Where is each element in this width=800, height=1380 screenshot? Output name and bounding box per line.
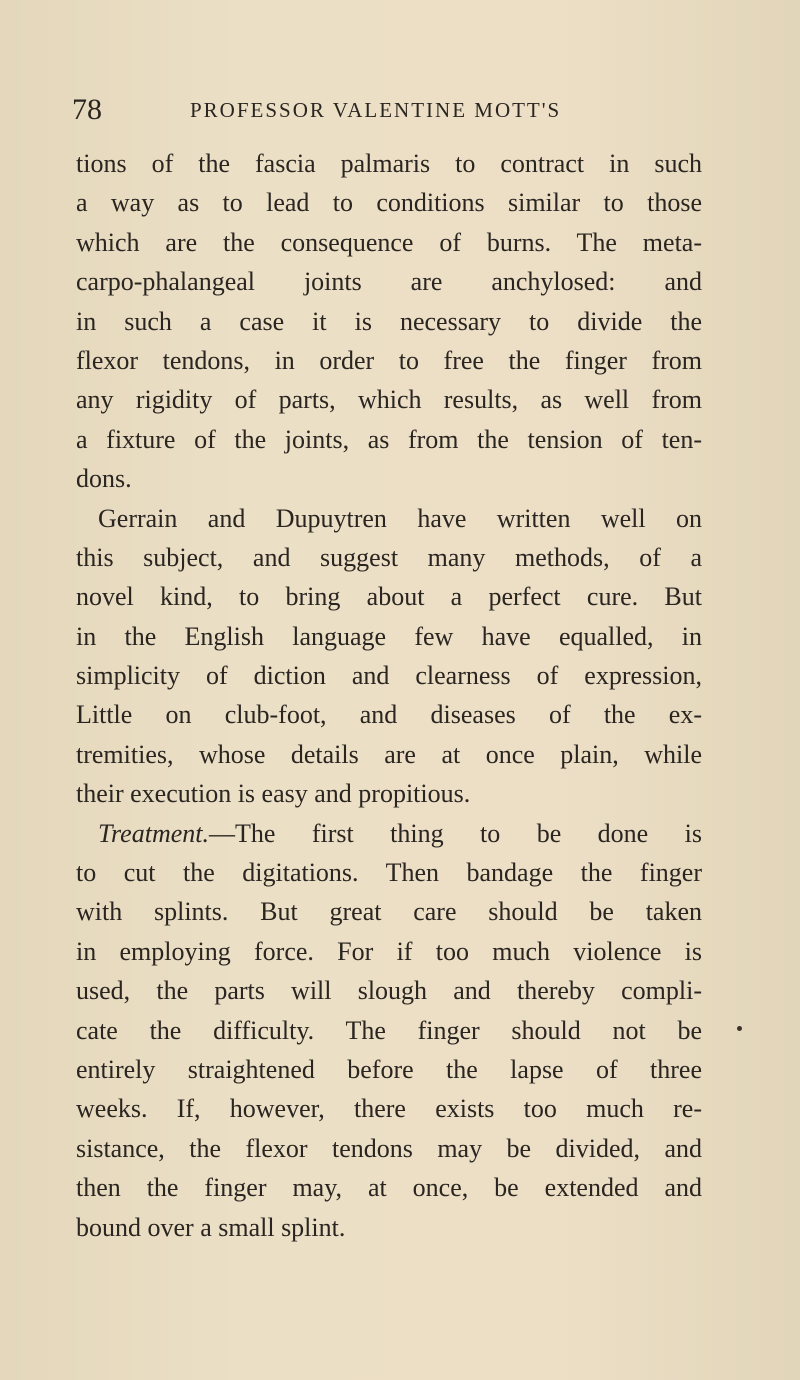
text-line: their execution is easy and propitious. xyxy=(76,779,471,809)
text-line: carpo-phalangeal joints are anchylosed: and xyxy=(76,267,702,297)
page-number: 78 xyxy=(72,93,102,126)
text-line: in such a case it is necessary to divide the xyxy=(76,306,702,336)
body-text xyxy=(76,144,702,1247)
text-line: then the finger may, at once, be extended and xyxy=(76,1173,702,1203)
text-line: tions of the fascia palmaris to contract in such xyxy=(76,149,702,178)
text-line: simplicity of diction and clearness of expression, xyxy=(76,661,702,691)
text-line: sistance, the flexor tendons may be divided, and xyxy=(76,1133,702,1163)
page-header xyxy=(72,90,732,130)
text-line: a way as to lead to conditions similar to those xyxy=(76,188,702,218)
text-line: weeks. If, however, there exists too much re- xyxy=(76,1094,702,1124)
text-line: Little on club-foot, and diseases of the ex- xyxy=(76,700,702,730)
text-line: Gerrain and Dupuytren have written well on xyxy=(98,503,702,533)
text-line: a fixture of the joints, as from the tension of ten- xyxy=(76,424,702,454)
paragraph-2 xyxy=(76,499,702,814)
text-line: bound over a small splint. xyxy=(76,1212,346,1242)
text-line: flexor tendons, in order to free the finger from xyxy=(76,345,702,375)
section-heading: Treatment. xyxy=(98,818,209,848)
text-line: novel kind, to bring about a perfect cure. But xyxy=(76,582,702,612)
text-line: this subject, and suggest many methods, of a xyxy=(76,542,702,572)
running-head: PROFESSOR VALENTINE MOTT'S xyxy=(190,98,562,122)
text-line: tremities, whose details are at once plain, while xyxy=(76,739,702,769)
text-line: entirely straightened before the lapse of three xyxy=(76,1054,702,1084)
text-line: cate the difficulty. The finger should not be xyxy=(76,1015,702,1045)
text-line: with splints. But great care should be taken xyxy=(76,897,702,927)
text-line: in employing force. For if too much violence is xyxy=(76,936,702,966)
paragraph-3 xyxy=(76,814,702,1247)
text-line: any rigidity of parts, which results, as well from xyxy=(76,385,702,415)
text-line: used, the parts will slough and thereby compli- xyxy=(76,976,702,1006)
text-run: —The first thing to be done is xyxy=(208,818,702,848)
text-line: in the English language few have equalled, in xyxy=(76,621,702,651)
text-line: which are the consequence of burns. The meta- xyxy=(76,227,702,257)
paragraph-1 xyxy=(76,144,702,499)
text-line: dons. xyxy=(76,464,132,494)
text-line xyxy=(76,814,702,853)
ink-speck xyxy=(737,1026,742,1031)
text-line: to cut the digitations. Then bandage the finger xyxy=(76,858,702,888)
